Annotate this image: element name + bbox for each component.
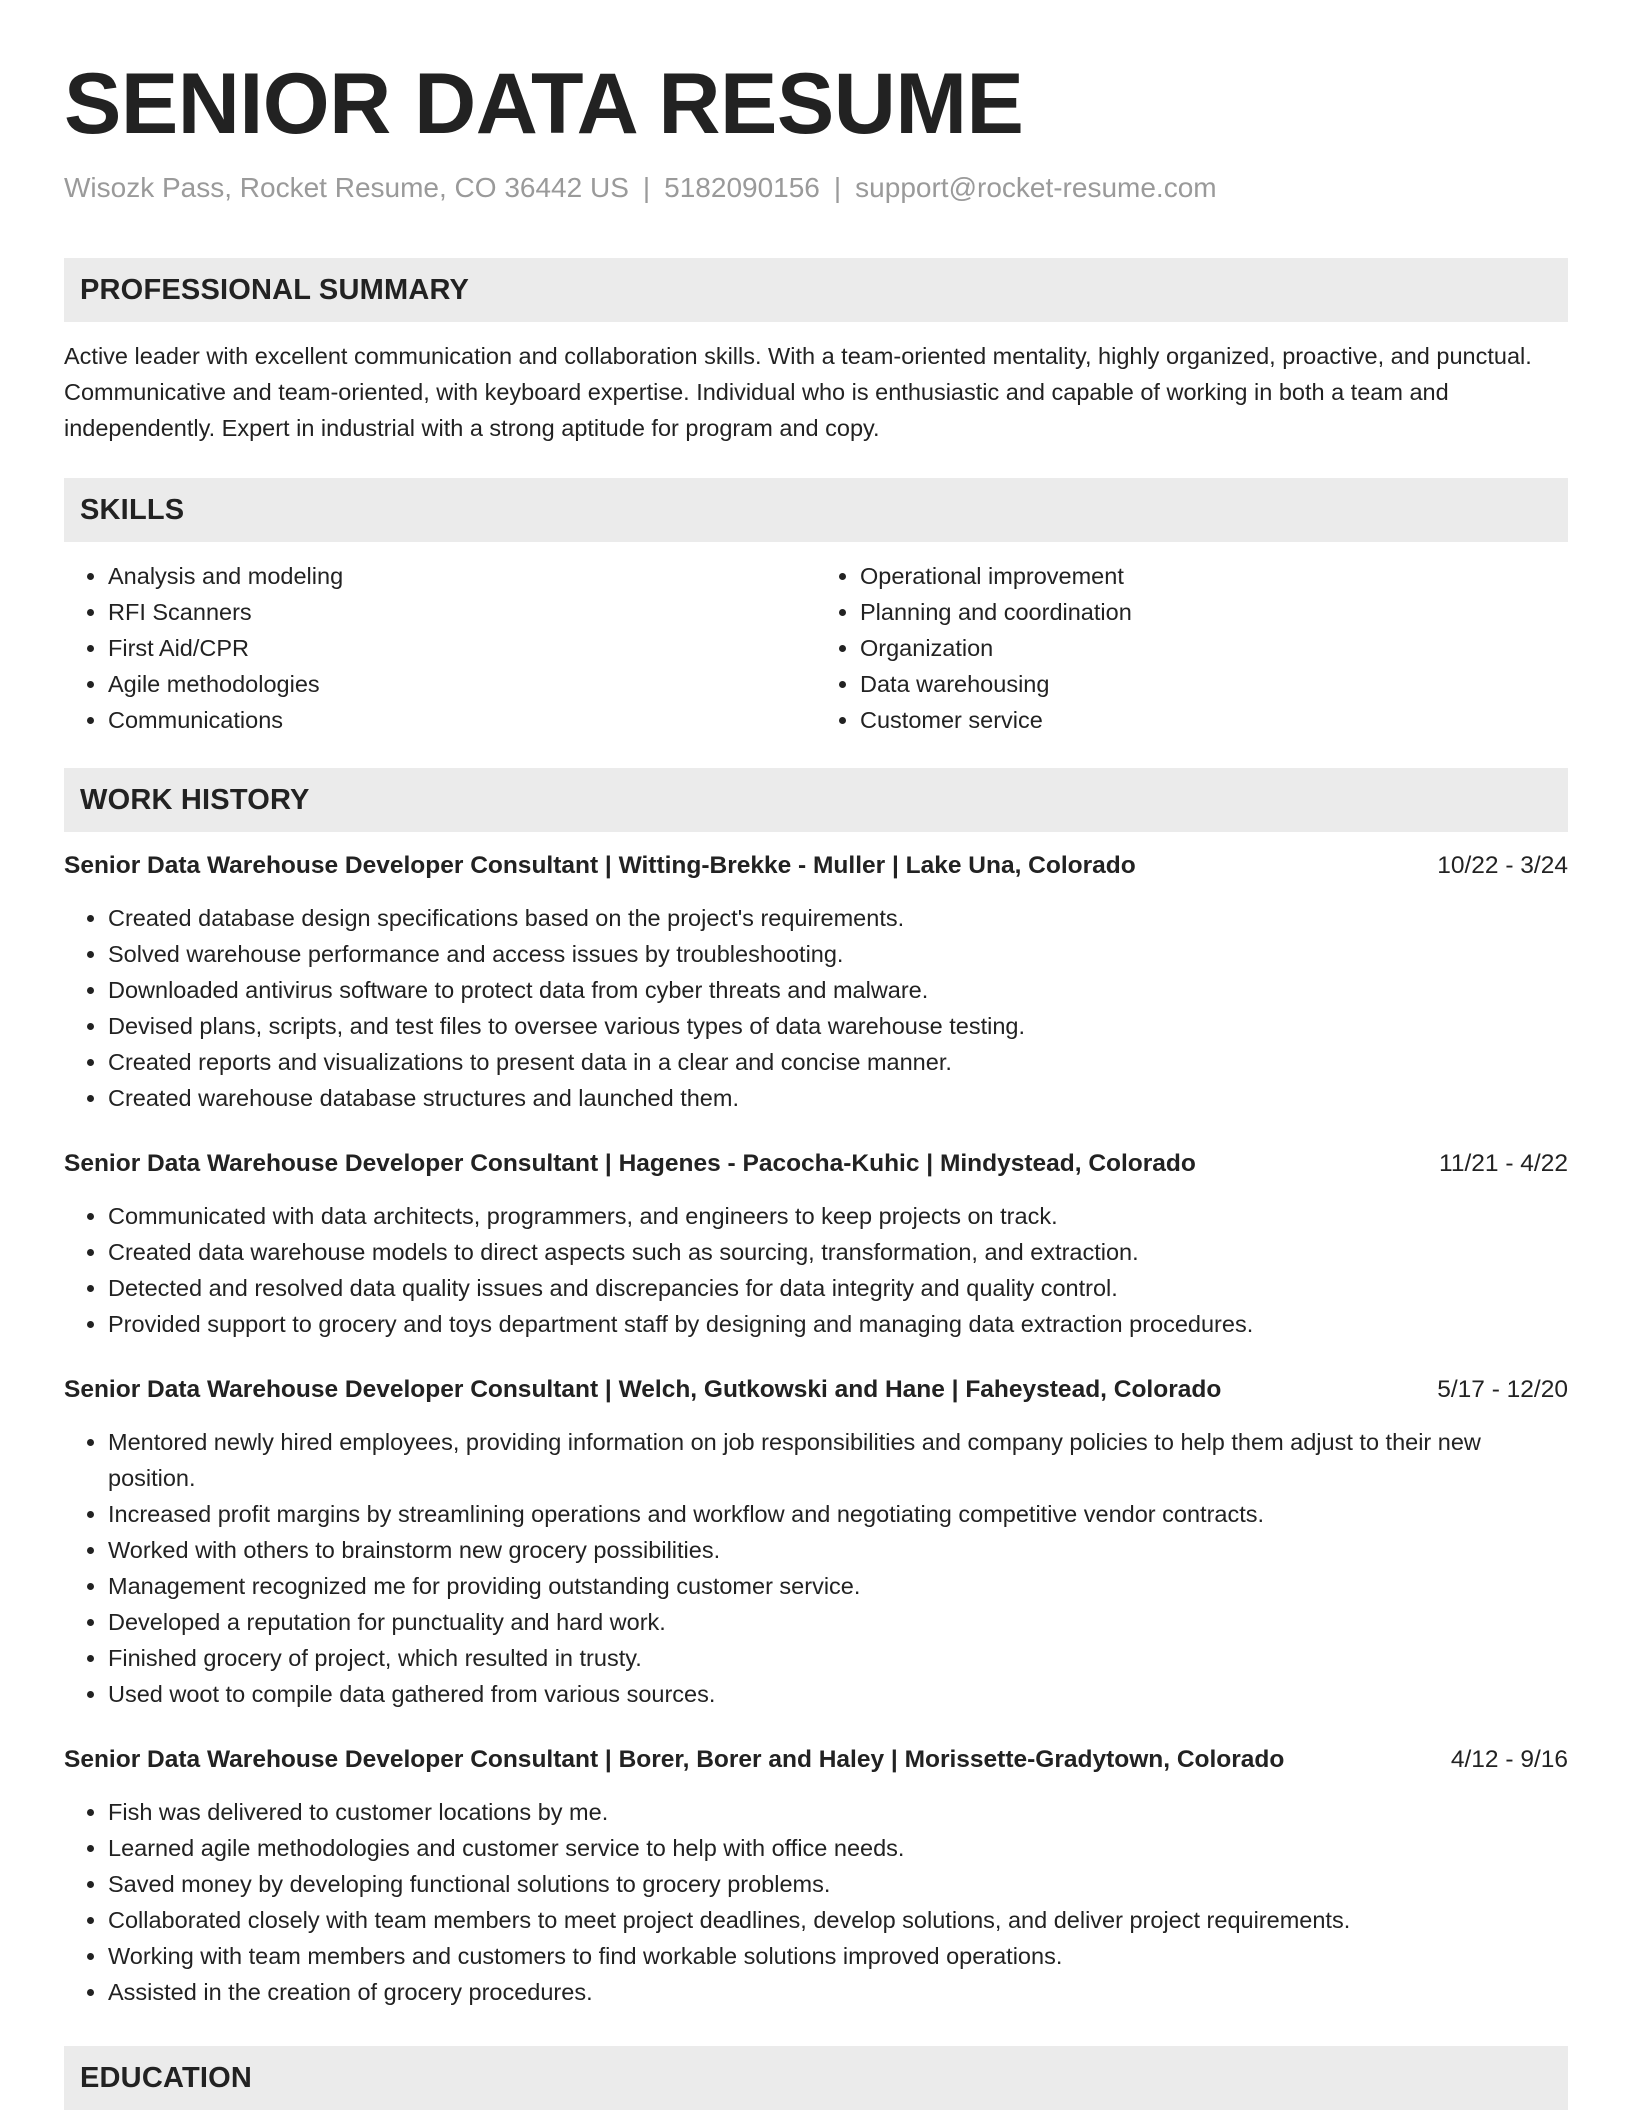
job-bullets — [64, 1794, 1568, 2010]
job-bullet: • Developed a reputation for punctuality and hard work. — [108, 1604, 1568, 1640]
job-bullet: • Used woot to compile data gathered from various sources. — [108, 1676, 1568, 1712]
job-bullet: • Created warehouse database structures and launched them. — [108, 1080, 1568, 1116]
job-title: Senior Data Warehouse Developer Consultant | Welch, Gutkowski and Hane | Faheystead, Colorado — [64, 1376, 1222, 1403]
job-bullet: • Learned agile methodologies and customer service to help with office needs. — [108, 1830, 1568, 1866]
job-bullets — [64, 900, 1568, 1116]
job-bullet: • Fish was delivered to customer locations by me. — [108, 1794, 1568, 1830]
job-dates: 11/21 - 4/22 — [1439, 1150, 1568, 1177]
job-bullet: • Detected and resolved data quality issues and discrepancies for data integrity and quality control. — [108, 1270, 1568, 1306]
job-bullet: • Communicated with data architects, programmers, and engineers to keep projects on track. — [108, 1198, 1568, 1234]
section-heading-skills: SKILLS — [64, 478, 1568, 542]
job-dates: 5/17 - 12/20 — [1437, 1376, 1568, 1403]
job-bullet: • Saved money by developing functional solutions to grocery problems. — [108, 1866, 1568, 1902]
contact-separator: | — [642, 172, 651, 203]
job-bullet: • Provided support to grocery and toys department staff by designing and managing data extraction procedures. — [108, 1306, 1568, 1342]
job-bullets — [64, 1198, 1568, 1342]
job-bullet: • Increased profit margins by streamlining operations and workflow and negotiating competitive vendor contracts. — [108, 1496, 1568, 1532]
skill-item: • First Aid/CPR — [108, 630, 816, 666]
job-header — [64, 1372, 1568, 1408]
job-title: Senior Data Warehouse Developer Consultant | Hagenes - Pacocha-Kuhic | Mindystead, Colorado — [64, 1150, 1196, 1177]
job-entry — [64, 1146, 1568, 1342]
job-title: Senior Data Warehouse Developer Consultant | Witting-Brekke - Muller | Lake Una, Colorado — [64, 852, 1136, 879]
contact-email: support@rocket-resume.com — [855, 172, 1217, 203]
job-entry — [64, 1742, 1568, 2010]
job-bullet: • Mentored newly hired employees, providing information on job responsibilities and company policies to help them adjust to their new position. — [108, 1424, 1568, 1496]
job-title: Senior Data Warehouse Developer Consultant | Borer, Borer and Haley | Morissette-Gradytown, Colorado — [64, 1746, 1285, 1773]
job-dates: 10/22 - 3/24 — [1437, 852, 1568, 879]
job-bullets — [64, 1424, 1568, 1712]
skill-item: • Agile methodologies — [108, 666, 816, 702]
job-bullet: • Working with team members and customers to find workable solutions improved operations. — [108, 1938, 1568, 1974]
skills-list — [64, 558, 1568, 738]
section-heading-education: EDUCATION — [64, 2046, 1568, 2110]
job-entry — [64, 1372, 1568, 1712]
job-bullet: • Solved warehouse performance and access issues by troubleshooting. — [108, 936, 1568, 972]
skills-column-right — [816, 558, 1568, 738]
job-entry — [64, 848, 1568, 1116]
skill-item: • RFI Scanners — [108, 594, 816, 630]
section-heading-summary: PROFESSIONAL SUMMARY — [64, 258, 1568, 322]
job-bullet: • Management recognized me for providing outstanding customer service. — [108, 1568, 1568, 1604]
job-bullet: • Created reports and visualizations to present data in a clear and concise manner. — [108, 1044, 1568, 1080]
skill-item: • Organization — [860, 630, 1568, 666]
job-bullet: • Collaborated closely with team members to meet project deadlines, develop solutions, and deliver project requirements. — [108, 1902, 1568, 1938]
job-header — [64, 1146, 1568, 1182]
job-bullet: • Created data warehouse models to direct aspects such as sourcing, transformation, and extraction. — [108, 1234, 1568, 1270]
job-bullet: • Worked with others to brainstorm new grocery possibilities. — [108, 1532, 1568, 1568]
contact-address: Wisozk Pass, Rocket Resume, CO 36442 US — [64, 172, 629, 203]
job-header — [64, 1742, 1568, 1778]
job-bullet: • Finished grocery of project, which resulted in trusty. — [108, 1640, 1568, 1676]
contact-phone: 5182090156 — [664, 172, 820, 203]
job-bullet: • Created database design specifications based on the project's requirements. — [108, 900, 1568, 936]
skill-item: • Planning and coordination — [860, 594, 1568, 630]
job-bullet: • Assisted in the creation of grocery procedures. — [108, 1974, 1568, 2010]
skill-item: • Data warehousing — [860, 666, 1568, 702]
job-header — [64, 848, 1568, 884]
skill-item: • Customer service — [860, 702, 1568, 738]
job-bullet: • Devised plans, scripts, and test files to oversee various types of data warehouse testing. — [108, 1008, 1568, 1044]
skill-item: • Operational improvement — [860, 558, 1568, 594]
job-dates: 4/12 - 9/16 — [1450, 1746, 1568, 1773]
contact-separator: | — [833, 172, 842, 203]
skills-column-left — [64, 558, 816, 738]
skill-item: • Analysis and modeling — [108, 558, 816, 594]
skill-item: • Communications — [108, 702, 816, 738]
summary-text: Active leader with excellent communication and collaboration skills. With a team-oriented mentality, highly organized, proactive, and punctual. Communicative and team-oriented, with keyboard expertise. Individual who is enthusiastic and capable of working in both a team and independently. Expert in industrial with a strong aptitude for program and copy. — [64, 343, 1532, 441]
section-heading-work-history: WORK HISTORY — [64, 768, 1568, 832]
resume-title: SENIOR DATA RESUME — [64, 56, 1024, 152]
job-bullet: • Downloaded antivirus software to protect data from cyber threats and malware. — [108, 972, 1568, 1008]
contact-line — [64, 170, 1568, 206]
